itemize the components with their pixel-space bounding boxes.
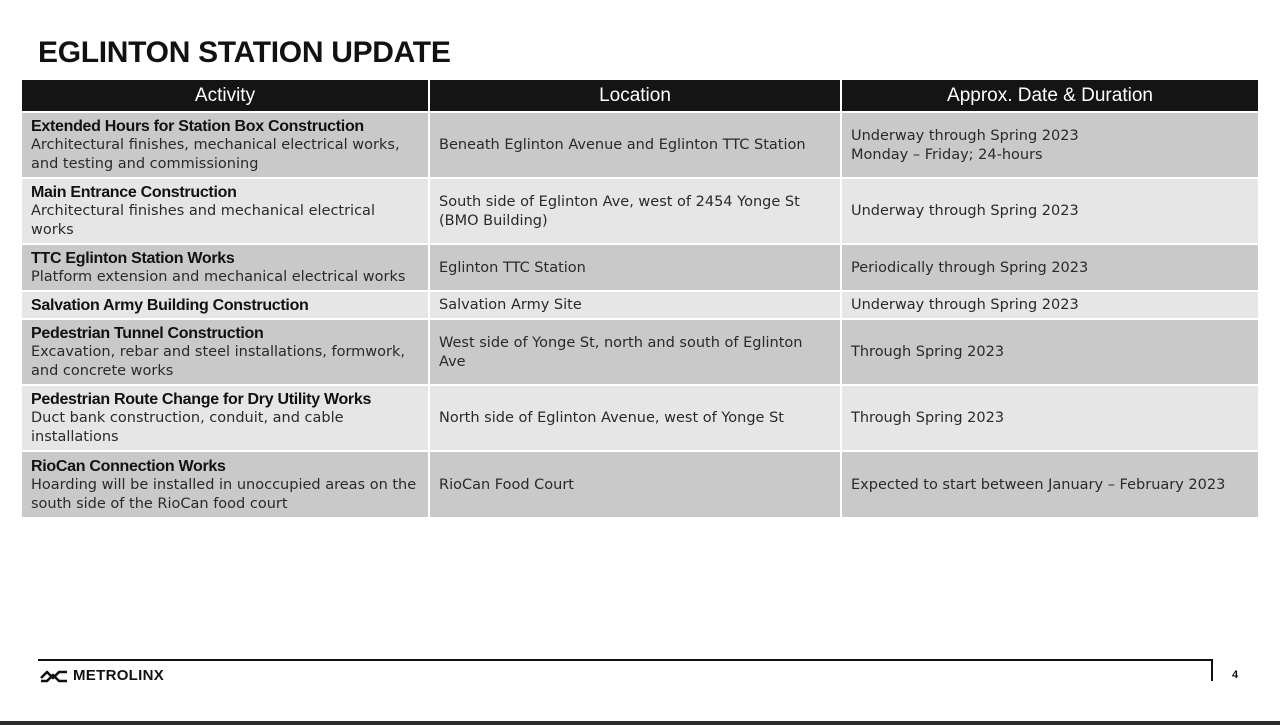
date-duration-cell	[841, 112, 1258, 178]
activity-description: Platform extension and mechanical electrical works	[31, 269, 406, 285]
activity-title: Extended Hours for Station Box Construction	[31, 118, 364, 135]
date-duration-line: Through Spring 2023	[851, 410, 1005, 426]
activity-description: Architectural finishes and mechanical electrical works	[31, 203, 375, 238]
activity-cell	[22, 112, 429, 178]
table-row	[22, 291, 1258, 319]
date-duration-cell	[841, 451, 1258, 517]
date-duration-line: Underway through Spring 2023	[851, 203, 1079, 219]
metrolinx-logo-icon	[39, 669, 69, 683]
activity-description: Hoarding will be installed in unoccupied areas on the south side of the RioCan food court	[31, 476, 417, 512]
date-duration-line: Underway through Spring 2023	[851, 127, 1079, 144]
activity-title: RioCan Connection Works	[31, 457, 226, 475]
activity-description: Duct bank construction, conduit, and cable installations	[31, 410, 344, 445]
activity-cell	[22, 178, 429, 244]
date-duration-cell	[841, 178, 1258, 244]
footer-divider	[38, 659, 1212, 661]
activity-title: Salvation Army Building Construction	[31, 297, 309, 314]
location-cell: South side of Eglinton Ave, west of 2454 Yonge St (BMO Building)	[429, 178, 841, 244]
date-duration-cell	[841, 385, 1258, 451]
date-duration-line: Periodically through Spring 2023	[851, 259, 1089, 276]
table-row	[22, 319, 1258, 385]
table-row	[22, 178, 1258, 244]
table-header-row	[22, 80, 1258, 112]
activity-table	[22, 80, 1258, 517]
activity-cell	[22, 244, 429, 291]
logo-wordmark: METROLINX	[73, 667, 165, 684]
date-duration-cell	[841, 244, 1258, 291]
date-duration-line: Underway through Spring 2023	[851, 297, 1079, 313]
location-cell: West side of Yonge St, north and south of Eglinton Ave	[429, 319, 841, 385]
column-header-activity: Activity	[22, 80, 429, 112]
date-duration-line: Through Spring 2023	[851, 344, 1005, 360]
activity-cell	[22, 451, 429, 517]
activity-title: Pedestrian Route Change for Dry Utility Works	[31, 391, 372, 408]
location-cell: RioCan Food Court	[429, 451, 841, 517]
column-header-date-duration: Approx. Date & Duration	[841, 80, 1258, 112]
activity-cell	[22, 319, 429, 385]
activity-title: Main Entrance Construction	[31, 184, 237, 201]
table-body	[22, 112, 1258, 517]
activity-description: Architectural finishes, mechanical electrical works, and testing and commissioning	[31, 137, 400, 172]
location-cell: Eglinton TTC Station	[429, 244, 841, 291]
date-duration-cell	[841, 291, 1258, 319]
location-cell: Salvation Army Site	[429, 291, 841, 319]
page-title: EGLINTON STATION UPDATE	[38, 36, 451, 69]
table-row	[22, 385, 1258, 451]
column-header-location: Location	[429, 80, 841, 112]
date-duration-cell	[841, 319, 1258, 385]
date-duration-line: Monday – Friday; 24-hours	[851, 146, 1043, 163]
page-number: 4	[1232, 669, 1239, 681]
date-duration-line: Expected to start between January – February 2023	[851, 476, 1226, 493]
activity-table-container	[22, 80, 1258, 517]
activity-title: Pedestrian Tunnel Construction	[31, 325, 264, 342]
footer-divider-tick	[1211, 659, 1213, 681]
activity-cell	[22, 385, 429, 451]
activity-cell	[22, 291, 429, 319]
activity-title: TTC Eglinton Station Works	[31, 250, 235, 267]
location-cell: Beneath Eglinton Avenue and Eglinton TTC Station	[429, 112, 841, 178]
location-cell: North side of Eglinton Avenue, west of Yonge St	[429, 385, 841, 451]
table-row	[22, 112, 1258, 178]
table-row	[22, 451, 1258, 517]
bottom-border	[0, 721, 1280, 725]
activity-description: Excavation, rebar and steel installations, formwork, and concrete works	[31, 344, 405, 379]
table-row	[22, 244, 1258, 291]
metrolinx-logo	[39, 667, 164, 684]
